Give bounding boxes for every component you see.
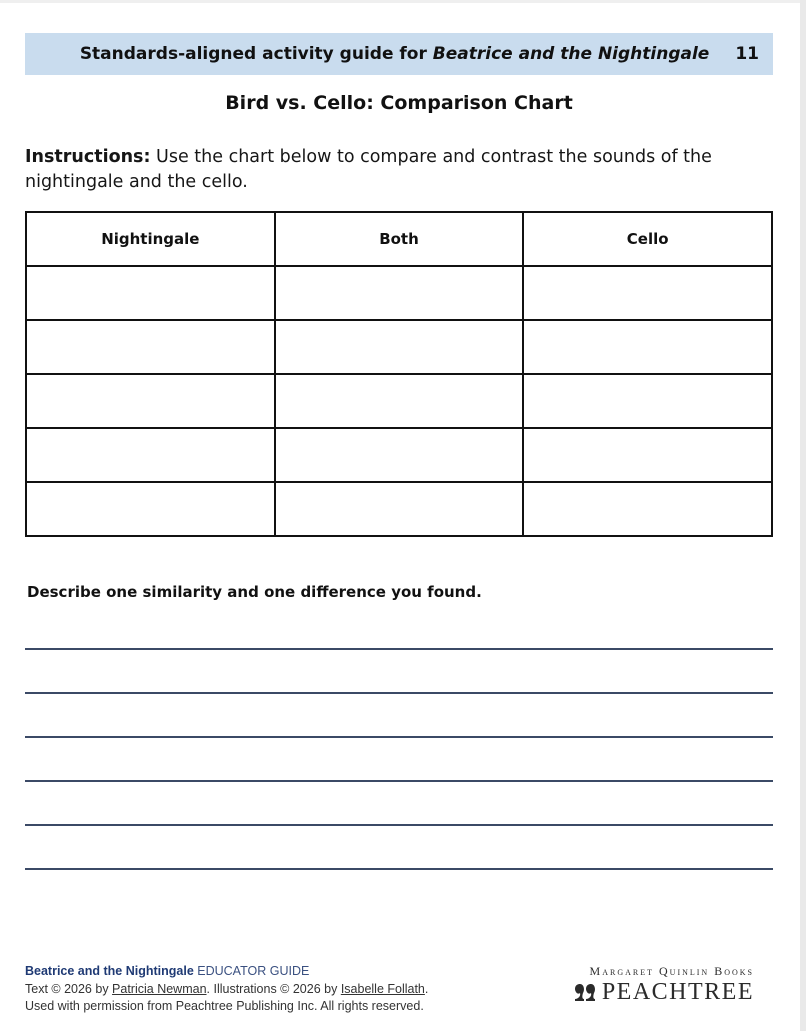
- header-title: Standards-aligned activity guide for Beatrice and the Nightingale: [79, 44, 710, 64]
- writing-line[interactable]: [25, 780, 773, 782]
- table-cell[interactable]: [523, 428, 772, 482]
- table-cell[interactable]: [26, 266, 275, 320]
- table-cell[interactable]: [26, 482, 275, 536]
- author-link[interactable]: Patricia Newman: [112, 981, 207, 996]
- footer-guide-label: EDUCATOR GUIDE: [193, 964, 310, 978]
- instructions-text: Use the chart below to compare and contrast the sounds of the nightingale and the cello.: [25, 147, 712, 192]
- table-cell[interactable]: [275, 428, 524, 482]
- page-edge-right: [800, 0, 806, 1031]
- footer-book-title: Beatrice and the Nightingale: [25, 964, 194, 978]
- table-cell[interactable]: [26, 428, 275, 482]
- writing-line[interactable]: [25, 824, 773, 826]
- header-book-title: Beatrice and the Nightingale: [432, 44, 710, 64]
- peachtree-logo-icon: [574, 982, 598, 1002]
- table-cell[interactable]: [523, 374, 772, 428]
- table-cell[interactable]: [275, 482, 524, 536]
- footer-permission: Used with permission from Peachtree Publishing Inc. All rights reserved.: [25, 999, 424, 1013]
- table-cell[interactable]: [523, 266, 772, 320]
- table-row: [26, 482, 772, 536]
- column-header-cello: Cello: [523, 212, 772, 266]
- footer-credits: [25, 963, 428, 1016]
- table-cell[interactable]: [26, 320, 275, 374]
- table-row: [26, 374, 772, 428]
- table-cell[interactable]: [523, 320, 772, 374]
- writing-prompt: Describe one similarity and one difference you found.: [27, 583, 482, 601]
- writing-line[interactable]: [25, 648, 773, 650]
- table-cell[interactable]: [26, 374, 275, 428]
- writing-line[interactable]: [25, 736, 773, 738]
- table-cell[interactable]: [275, 266, 524, 320]
- illustrator-link[interactable]: Isabelle Follath: [340, 981, 425, 996]
- table-header-row: [26, 212, 772, 266]
- writing-line[interactable]: [25, 868, 773, 870]
- table-row: [26, 266, 772, 320]
- table-cell[interactable]: [523, 482, 772, 536]
- page-number: 11: [735, 44, 759, 64]
- table-row: [26, 320, 772, 374]
- table-cell[interactable]: [275, 374, 524, 428]
- instructions: [25, 145, 775, 195]
- writing-line[interactable]: [25, 692, 773, 694]
- brand-wordmark: [574, 979, 754, 1005]
- instructions-label: Instructions:: [25, 147, 151, 167]
- writing-lines: [25, 648, 773, 912]
- publisher-logo: [574, 964, 754, 1005]
- footer-guide-title: [25, 963, 428, 981]
- comparison-table: [25, 211, 773, 537]
- page-edge-top: [0, 0, 806, 3]
- imprint-name: Margaret Quinlin Books: [589, 964, 754, 978]
- table-row: [26, 428, 772, 482]
- table-cell[interactable]: [275, 320, 524, 374]
- column-header-both: Both: [275, 212, 524, 266]
- page-title: Bird vs. Cello: Comparison Chart: [225, 92, 573, 114]
- brand-name: PEACHTREE: [601, 979, 754, 1005]
- column-header-nightingale: Nightingale: [26, 212, 275, 266]
- footer-copyright: Text © 2026 by Patricia Newman. Illustrations © 2026 by Isabelle Follath.: [25, 981, 429, 996]
- header-band: [25, 33, 773, 75]
